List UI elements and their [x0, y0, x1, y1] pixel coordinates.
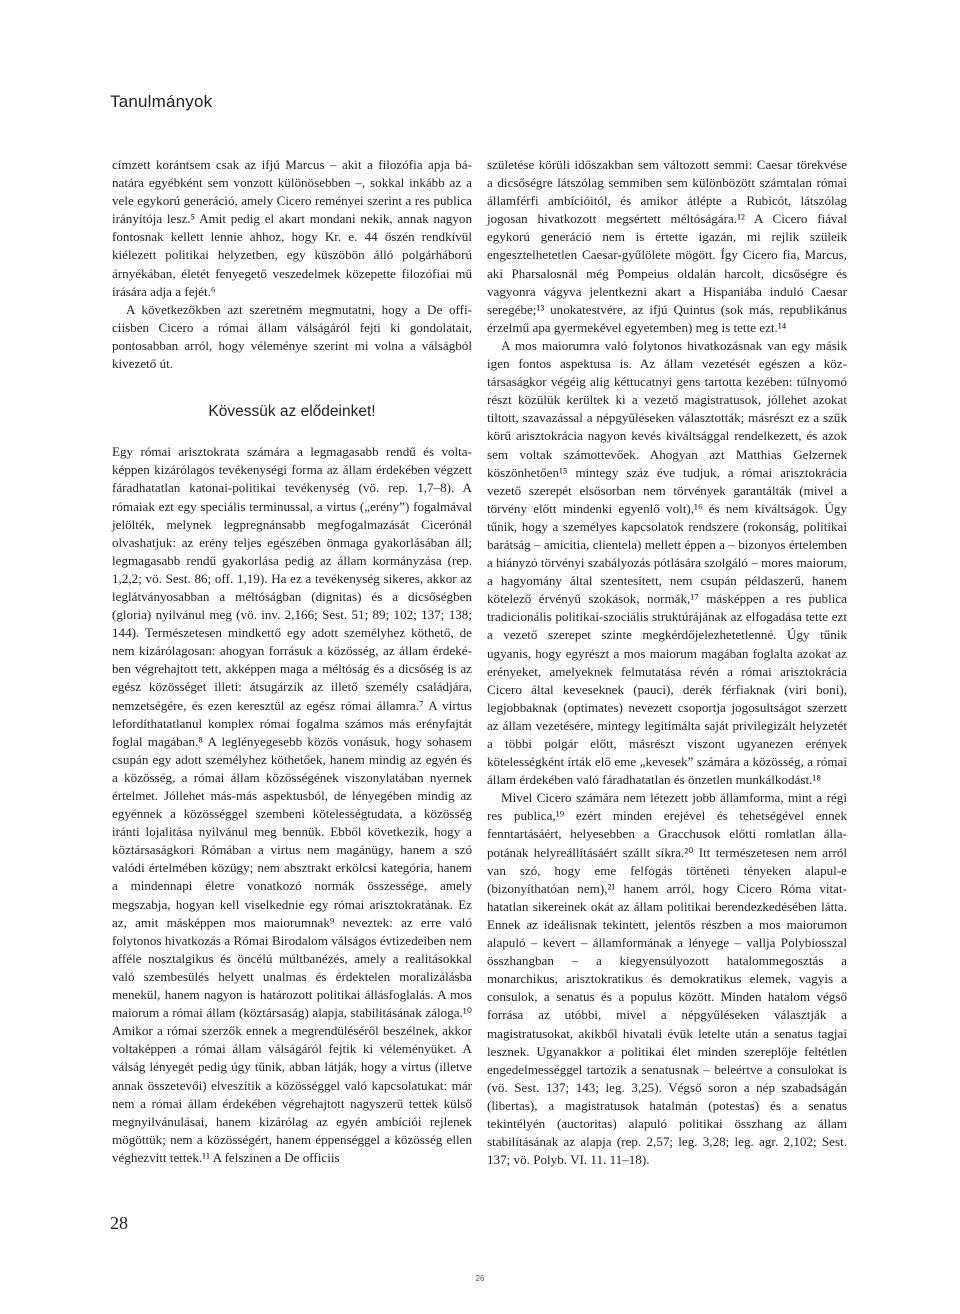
right-paragraph-1: születése körüli időszakban sem változott semmi: Caesar törekvése a dicsőségre látszólag semmiben sem különbözött számtalan római államférfi ambícióitól, és amikor átlépte a Rubicót, látszólag jogosan hivatkozott megsértett méltóságára.¹² A Cicero fiával egykorú generáció nem is értette igazán, mi rejlik szüleik engesztelhetetlen Caesar-gyűlölete mögött. Így Cicero fia, Marcus, aki Pharsalosnál még Pompeius oldalán harcolt, dicsőségre és vagyonra vágyva jelentkezni akart a Hispaniába induló Caesar seregébe;¹³ unokatestvére, az ifjú Quintus (sok más, republikánus érzelmű apa gyermekével egyetemben) meg is tette ezt.¹⁴ — [487, 157, 847, 335]
right-paragraph-2: A mos maiorumra való folytonos hivatkozásnak van egy másik igen fontos aspektusa is. Az állam vezetését egészen a köztársaságkor végéig alig kéttucatnyi gens tartotta kezében: túlnyomó részt közülük kerültek ki a vezető magistratusok, jóllehet azokat tiltott, szavazással a népgyűléseken választották; másrészt ez a szűk körű arisztokrácia nagyon kevés kiváltsággal rendelkezett, és azok sem voltak számottevőek. Ahogyan azt Matthias Gelzernek köszönhetően¹⁵ mintegy száz éve tudjuk, a római arisztokrácia vezető szerepét elsősorban nem törvények garantálták (mivel a törvény előtt mindenki egyenlő volt),¹⁶ és nem kiváltságok. Úgy tűnik, hogy a személyes kapcsolatok rendszere (rokonság, politikai barátság – amicitia, clientela) mellett éppen a – bizonyos értelemben a hiányzó törvényi szabályozás pótlására szolgáló – mores maiorum, a hagyomány által szentesített, nem csupán példaszerű, hanem kötelező érvényű szokások, normák,¹⁷ másképpen a res publica tradicionális politikai-szociális struktúrájának az elfogadása tette ezt a vezető szerepet szinte megkérdőjelezhetetlenné. Úgy tűnik ugyanis, hogy egyrészt a mos maiorum magában foglalta azokat az erényeket, amelyeknek felmutatása révén a római arisztokrácia Cicero által keveseknek (pauci), derék férfiaknak (viri boni), legjobbaknak (optimates) nevezett csoportja jogosultságot szerzett az állam vezetésére, mintegy legitimálta saját privilegizált helyzetét a többi polgár előtt, másrészt viszont ugyanezen erények kötelességként írták elő eme „kevesek” számára a közösség, a római állam érdekében való fáradhatatlan és önzetlen munkálkodást.¹⁸ — [487, 337, 847, 788]
left-paragraph-1: címzett korántsem csak az ifjú Marcus – akit a filozófia apja bánatára egyébként sem vonzott különösebben –, sokkal inkább az a vele egykorú generáció, amely Cicero reményei szerint a res publica irányítója lesz.⁵ Amit pedig el akart mondani nekik, annak nagyon fontosnak kellett lennie ahhoz, hogy Kr. e. 44 őszén rendkívül kiélezett politikai helyzetben, egy küszöbön álló polgárháború árnyékában, életét fenyegető veszedelmek közepette filozófiai mű írására adja a fejét.⁶ — [112, 157, 472, 299]
left-paragraph-3: Egy római arisztokrata számára a legmagasabb rendű és voltaképpen kizárólagos tevékenységi forma az állam érdekében végzett fáradhatatlan katonai-politikai tevékenység (vö. rep. 1,7–8). A rómaiak ezt egy speciális terminussal, a virtus („erény”) fogalmával jelölték, melynek legpregnánsabb megfogalmazását Cicerónál olvashatjuk: az erény teljes egészében önmaga gyakorlásában áll; legmagasabb rendű gyakorlása pedig az állam kormányzása (rep. 1,2,2; vö. Sest. 86; off. 1,19). Ha ez a tevékenység sikeres, akkor az leglátványosabban a méltóságban (dignitas) és a dicsőségben (gloria) nyilvánul meg (vö. inv. 2,166; Sest. 51; 89; 102; 137; 138; 144). Természetesen mindkettő egy adott személyhez köthető, de nem kizárólagosan: ahogyan forrásuk a közösség, az állam érdekében végrehajtott tett, akképpen maga a méltóság és a dicsőség is az egész közösséget illeti: átsugárzik az illető személy családjára, nemzetségére, és ezen keresztül az egész római államra.⁷ A virtus lefordíthatatlanul komplex római fogalma számos más erényfajtát foglal magában.⁸ A leglényegesebb közös vonásuk, hogy sohasem csupán egy adott személyhez köthetőek, hanem mindig az egyén és a közösség, a római állam közösségének viszonylatában nyernek értelmet. Jóllehet más-más aspektusból, de lényegében mindig az egyénnek a közösséggel szembeni kötelességtudata, a közösség iránti lojalitása nyilvánul meg bennük. Ebből következik, hogy a köztársaságkori Rómában a virtus nem magánügy, hanem a szó valódi értelmében közügy; nem absztrakt erkölcsi kategória, hanem a mindennapi életre vonatkozó normák összessége, amely megszabja, hogyan kell viselkednie egy római arisztokratának. Ez az, amit másképpen mos maiorumnak⁹ neveztek: az erre való folytonos hivatkozás a Római Birodalom válságos évtizedeiben nem afféle nosztalgikus és öncélú múltbanézés, amely a realitásokkal való szembesülés helyett unalmas és érdektelen moralizálásba menekül, hanem nagyon is határozott politikai állásfoglalás. A mos maiorum a római állam (köztársaság) alapja, stabilitásának záloga.¹⁰ Amikor a római szerzők ennek a megrendüléséről beszélnek, akkor voltaképpen a római állam válságáról fejtik ki véleményüket. A válság lényegét pedig úgy tűnik, abban látják, hogy a virtus (illetve annak összetevői) elveszítik a közösséggel való kapcsolatukat: már nem a római állam érdekében végrehajtott nagyszerű tettek külső megnyilvánulásai, hanem kizárólag az egyén ambíciói rejlenek mögöttük; nem a közösségért, hanem éppenséggel a közösség ellen véghezvitt tettek.¹¹ A felszínen a De officiis — [112, 444, 472, 1165]
left-column — [112, 156, 472, 1167]
right-paragraph-3: Mivel Cicero számára nem létezett jobb államforma, mint a régi res publica,¹⁹ ezért minden erejével és tehetségével ennek fenntartásáért, helyesebben a Gracchusok előtti romlatlan állapotának helyreállításáért szállt síkra.²⁰ Itt természetesen nem arról van szó, hogy eme felfogás történeti tényeken alapul-e (bizonyíthatóan nem),²¹ hanem arról, hogy Cicero Róma vitathatatlan sikereinek okát az állam politikai berendezkedésében látta. Ennek az ideálisnak tekintett, jelentős részben a mos maiorumon alapuló – kevert – államformának a lényege – vallja Polybiosszal összhangban – a kiegyensúlyozott hatalommegosztás a monarchikus, arisztokratikus és demokratikus elemek, vagyis a consulok, a senatus és a populus között. Minden hatalom végső forrása az utóbbi, mivel a népgyűléseken választják a magistratusokat, akikből hivatali évük letelte után a senatus tagjai lesznek. Ugyanakkor a politikai élet minden szereplője feltétlen engedelmességgel tartozik a senatusnak – beleértve a consulokat is (vö. Sest. 137; 143; leg. 3,25). Végső soron a nép szabadságán (libertas), a magistratusok hatalmán (potestas) és a senatus tekintélyén (auctoritas) alapuló politikai összhang az állam stabilitásának az alapja (rep. 2,57; leg. 3,28; leg. agr. 2,102; Sest. 137; vö. Polyb. VI. 11. 11–18). — [487, 790, 847, 1168]
page-number: 28 — [110, 1213, 128, 1233]
left-paragraph-2: A következőkben azt szeretném megmutatni, hogy a De officiisben Cicero a római állam válságáról fejti ki gondolatait, pontosabban arról, hogy véleménye szerint mi volna a válságból kivezető út. — [112, 301, 472, 372]
small-folio: 26 — [475, 1274, 485, 1283]
running-header: Tanulmányok — [110, 92, 213, 111]
subheading: Kövessük az elődeinket! — [208, 403, 376, 421]
right-column — [487, 156, 847, 1169]
